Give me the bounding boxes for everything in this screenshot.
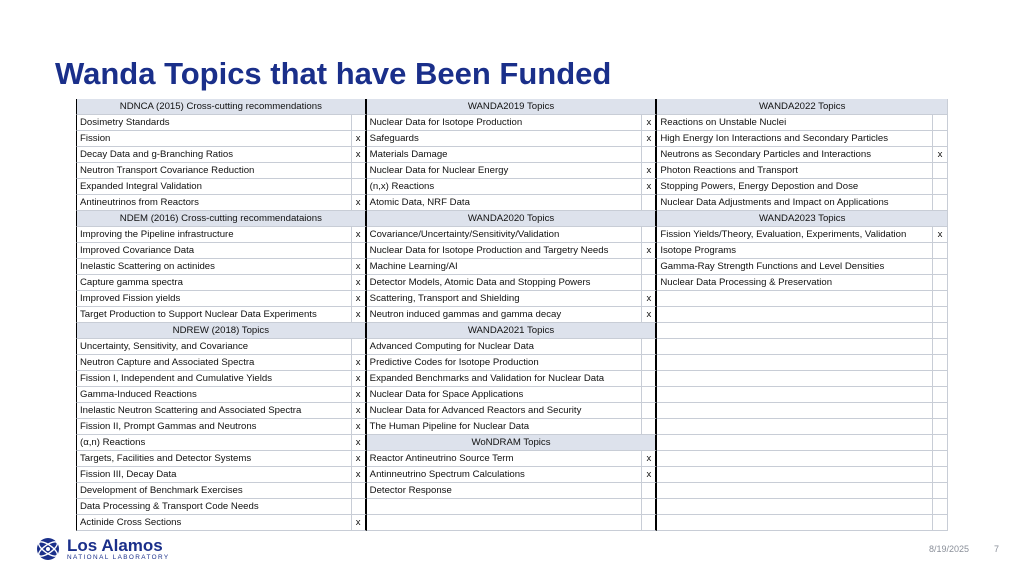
funded-mark: x xyxy=(352,387,367,403)
table-row xyxy=(76,483,948,499)
funded-mark: x xyxy=(642,179,657,195)
section-header: WoNDRAM Topics xyxy=(367,435,658,451)
topic-cell xyxy=(657,483,933,499)
funded-mark xyxy=(352,179,367,195)
atom-logo-icon xyxy=(35,536,65,562)
topic-cell: Neutron induced gammas and gamma decay xyxy=(367,307,643,323)
funded-mark xyxy=(933,371,948,387)
logo-name: Los Alamos xyxy=(67,535,163,555)
slide-date: 8/19/2025 xyxy=(929,544,970,554)
funded-mark xyxy=(352,163,367,179)
funded-mark: x xyxy=(642,115,657,131)
topic-cell: Fission Yields/Theory, Evaluation, Experiments, Validation xyxy=(657,227,933,243)
funded-mark xyxy=(352,115,367,131)
funded-topics-table xyxy=(76,99,948,531)
funded-mark xyxy=(642,483,657,499)
topic-cell: Fission xyxy=(76,131,352,147)
funded-mark xyxy=(642,371,657,387)
topic-cell: Improving the Pipeline infrastructure xyxy=(76,227,352,243)
topic-cell: Decay Data and g-Branching Ratios xyxy=(76,147,352,163)
funded-mark xyxy=(933,467,948,483)
topic-cell: Reactions on Unstable Nuclei xyxy=(657,115,933,131)
table-row xyxy=(76,355,948,371)
funded-mark xyxy=(933,419,948,435)
table-row xyxy=(76,291,948,307)
funded-mark: x xyxy=(642,291,657,307)
table-row xyxy=(76,515,948,531)
funded-mark: x xyxy=(352,355,367,371)
topic-cell: Advanced Computing for Nuclear Data xyxy=(367,339,643,355)
topic-cell: Actinide Cross Sections xyxy=(76,515,352,531)
topic-cell: Uncertainty, Sensitivity, and Covariance xyxy=(76,339,352,355)
funded-mark xyxy=(352,499,367,515)
funded-mark xyxy=(933,323,948,339)
funded-mark xyxy=(933,115,948,131)
funded-mark xyxy=(933,179,948,195)
topic-cell: Data Processing & Transport Code Needs xyxy=(76,499,352,515)
funded-mark xyxy=(933,339,948,355)
topic-cell xyxy=(657,387,933,403)
funded-mark: x xyxy=(352,467,367,483)
topic-cell xyxy=(657,307,933,323)
funded-mark xyxy=(642,403,657,419)
topic-cell: Antinneutrino Spectrum Calculations xyxy=(367,467,643,483)
topic-cell: Reactor Antineutrino Source Term xyxy=(367,451,643,467)
funded-mark xyxy=(933,243,948,259)
topic-cell: Fission I, Independent and Cumulative Yields xyxy=(76,371,352,387)
funded-mark: x xyxy=(352,195,367,211)
funded-mark xyxy=(352,483,367,499)
topic-cell: High Energy Ion Interactions and Secondary Particles xyxy=(657,131,933,147)
table-row xyxy=(76,387,948,403)
topic-cell: Fission III, Decay Data xyxy=(76,467,352,483)
lanl-logo xyxy=(35,536,170,562)
funded-mark: x xyxy=(642,131,657,147)
slide-title: Wanda Topics that have Been Funded xyxy=(55,56,612,91)
topic-cell xyxy=(657,339,933,355)
section-header: NDEM (2016) Cross-cutting recommendataions xyxy=(76,211,367,227)
topic-cell: (α,n) Reactions xyxy=(76,435,352,451)
funded-mark: x xyxy=(933,147,948,163)
table-row xyxy=(76,435,948,451)
table-row xyxy=(76,195,948,211)
topic-cell: Photon Reactions and Transport xyxy=(657,163,933,179)
funded-mark xyxy=(933,291,948,307)
topic-cell: Fission II, Prompt Gammas and Neutrons xyxy=(76,419,352,435)
funded-mark: x xyxy=(352,147,367,163)
funded-mark xyxy=(933,515,948,531)
funded-mark xyxy=(933,163,948,179)
topic-cell: (n,x) Reactions xyxy=(367,179,643,195)
topic-cell: Target Production to Support Nuclear Data Experiments xyxy=(76,307,352,323)
table-row xyxy=(76,259,948,275)
topic-cell: Neutrons as Secondary Particles and Interactions xyxy=(657,147,933,163)
table-row xyxy=(76,147,948,163)
topic-cell: Safeguards xyxy=(367,131,643,147)
table-row xyxy=(76,499,948,515)
topic-cell: Dosimetry Standards xyxy=(76,115,352,131)
table-row xyxy=(76,163,948,179)
funded-mark xyxy=(642,419,657,435)
topic-cell xyxy=(657,467,933,483)
funded-mark: x xyxy=(642,467,657,483)
funded-mark: x xyxy=(352,515,367,531)
funded-mark xyxy=(642,339,657,355)
topic-cell: Stopping Powers, Energy Depostion and Dose xyxy=(657,179,933,195)
topic-cell xyxy=(657,403,933,419)
funded-mark xyxy=(933,307,948,323)
table-row xyxy=(76,227,948,243)
funded-mark: x xyxy=(642,307,657,323)
table-row xyxy=(76,211,948,227)
topic-cell: Development of Benchmark Exercises xyxy=(76,483,352,499)
topic-cell: Nuclear Data for Advanced Reactors and Security xyxy=(367,403,643,419)
section-header: WANDA2023 Topics xyxy=(657,211,948,227)
section-header: WANDA2019 Topics xyxy=(367,99,658,115)
funded-mark xyxy=(933,387,948,403)
funded-mark xyxy=(933,435,948,451)
funded-mark xyxy=(642,275,657,291)
section-header: NDNCA (2015) Cross-cutting recommendations xyxy=(76,99,367,115)
funded-mark xyxy=(933,131,948,147)
table-row xyxy=(76,179,948,195)
topic-cell: Targets, Facilities and Detector Systems xyxy=(76,451,352,467)
funded-mark xyxy=(352,339,367,355)
topic-cell: Covariance/Uncertainty/Sensitivity/Validation xyxy=(367,227,643,243)
topic-cell: Atomic Data, NRF Data xyxy=(367,195,643,211)
topic-cell: Isotope Programs xyxy=(657,243,933,259)
funded-mark: x xyxy=(642,163,657,179)
topic-cell: Improved Fission yields xyxy=(76,291,352,307)
funded-mark: x xyxy=(352,227,367,243)
topic-cell xyxy=(657,291,933,307)
topic-cell: Nuclear Data for Isotope Production xyxy=(367,115,643,131)
topic-cell xyxy=(657,419,933,435)
topic-cell: The Human Pipeline for Nuclear Data xyxy=(367,419,643,435)
funded-mark: x xyxy=(352,291,367,307)
topic-cell xyxy=(367,515,643,531)
funded-mark: x xyxy=(352,259,367,275)
topic-cell: Machine Learning/AI xyxy=(367,259,643,275)
funded-mark: x xyxy=(933,227,948,243)
topic-cell: Antineutrinos from Reactors xyxy=(76,195,352,211)
funded-mark: x xyxy=(352,419,367,435)
topic-cell xyxy=(657,515,933,531)
logo-subtitle: NATIONAL LABORATORY xyxy=(67,553,170,561)
topic-cell xyxy=(657,371,933,387)
topic-cell: Nuclear Data for Isotope Production and Targetry Needs xyxy=(367,243,643,259)
funded-mark: x xyxy=(352,451,367,467)
funded-mark xyxy=(933,499,948,515)
topic-cell: Scattering, Transport and Shielding xyxy=(367,291,643,307)
funded-mark xyxy=(933,483,948,499)
topic-cell xyxy=(657,323,933,339)
table-row xyxy=(76,339,948,355)
topic-cell: Improved Covariance Data xyxy=(76,243,352,259)
funded-mark: x xyxy=(352,275,367,291)
funded-mark: x xyxy=(352,403,367,419)
topic-cell xyxy=(367,499,643,515)
funded-mark xyxy=(933,275,948,291)
funded-mark: x xyxy=(642,243,657,259)
funded-mark: x xyxy=(642,451,657,467)
funded-mark: x xyxy=(352,371,367,387)
table-row xyxy=(76,467,948,483)
funded-mark: x xyxy=(352,307,367,323)
funded-mark xyxy=(352,243,367,259)
funded-mark xyxy=(642,227,657,243)
funded-mark: x xyxy=(352,435,367,451)
section-header: WANDA2022 Topics xyxy=(657,99,948,115)
topic-cell: Nuclear Data for Nuclear Energy xyxy=(367,163,643,179)
funded-mark: x xyxy=(352,131,367,147)
topic-cell: Expanded Benchmarks and Validation for Nuclear Data xyxy=(367,371,643,387)
section-header: WANDA2020 Topics xyxy=(367,211,658,227)
table-row xyxy=(76,323,948,339)
topic-cell: Detector Response xyxy=(367,483,643,499)
topic-cell: Detector Models, Atomic Data and Stopping Powers xyxy=(367,275,643,291)
funded-mark xyxy=(933,355,948,371)
topic-cell: Nuclear Data Processing & Preservation xyxy=(657,275,933,291)
table-row xyxy=(76,451,948,467)
funded-mark xyxy=(933,451,948,467)
topic-cell xyxy=(657,451,933,467)
section-header: NDREW (2018) Topics xyxy=(76,323,367,339)
table-row xyxy=(76,419,948,435)
funded-mark xyxy=(933,259,948,275)
topic-cell: Neutron Capture and Associated Spectra xyxy=(76,355,352,371)
topic-cell: Inelastic Neutron Scattering and Associated Spectra xyxy=(76,403,352,419)
table-row xyxy=(76,371,948,387)
topic-cell: Gamma-Ray Strength Functions and Level Densities xyxy=(657,259,933,275)
funded-mark xyxy=(933,403,948,419)
topic-cell: Inelastic Scattering on actinides xyxy=(76,259,352,275)
topic-cell: Gamma-Induced Reactions xyxy=(76,387,352,403)
topic-cell xyxy=(657,355,933,371)
topic-cell: Neutron Transport Covariance Reduction xyxy=(76,163,352,179)
table-row xyxy=(76,115,948,131)
funded-mark xyxy=(642,355,657,371)
funded-mark xyxy=(642,387,657,403)
topic-cell: Expanded Integral Validation xyxy=(76,179,352,195)
table-row xyxy=(76,403,948,419)
table-row xyxy=(76,131,948,147)
topic-cell: Predictive Codes for Isotope Production xyxy=(367,355,643,371)
table-row xyxy=(76,99,948,115)
topic-cell: Nuclear Data for Space Applications xyxy=(367,387,643,403)
funded-mark xyxy=(642,499,657,515)
table-row xyxy=(76,275,948,291)
topic-cell: Capture gamma spectra xyxy=(76,275,352,291)
topic-cell xyxy=(657,435,933,451)
funded-mark xyxy=(933,195,948,211)
section-header: WANDA2021 Topics xyxy=(367,323,658,339)
funded-mark xyxy=(642,259,657,275)
topic-cell: Nuclear Data Adjustments and Impact on Applications xyxy=(657,195,933,211)
funded-mark xyxy=(642,195,657,211)
page-number: 7 xyxy=(994,544,1000,554)
table-row xyxy=(76,243,948,259)
topic-cell xyxy=(657,499,933,515)
funded-mark xyxy=(642,147,657,163)
topic-cell: Materials Damage xyxy=(367,147,643,163)
funded-mark xyxy=(642,515,657,531)
table-row xyxy=(76,307,948,323)
